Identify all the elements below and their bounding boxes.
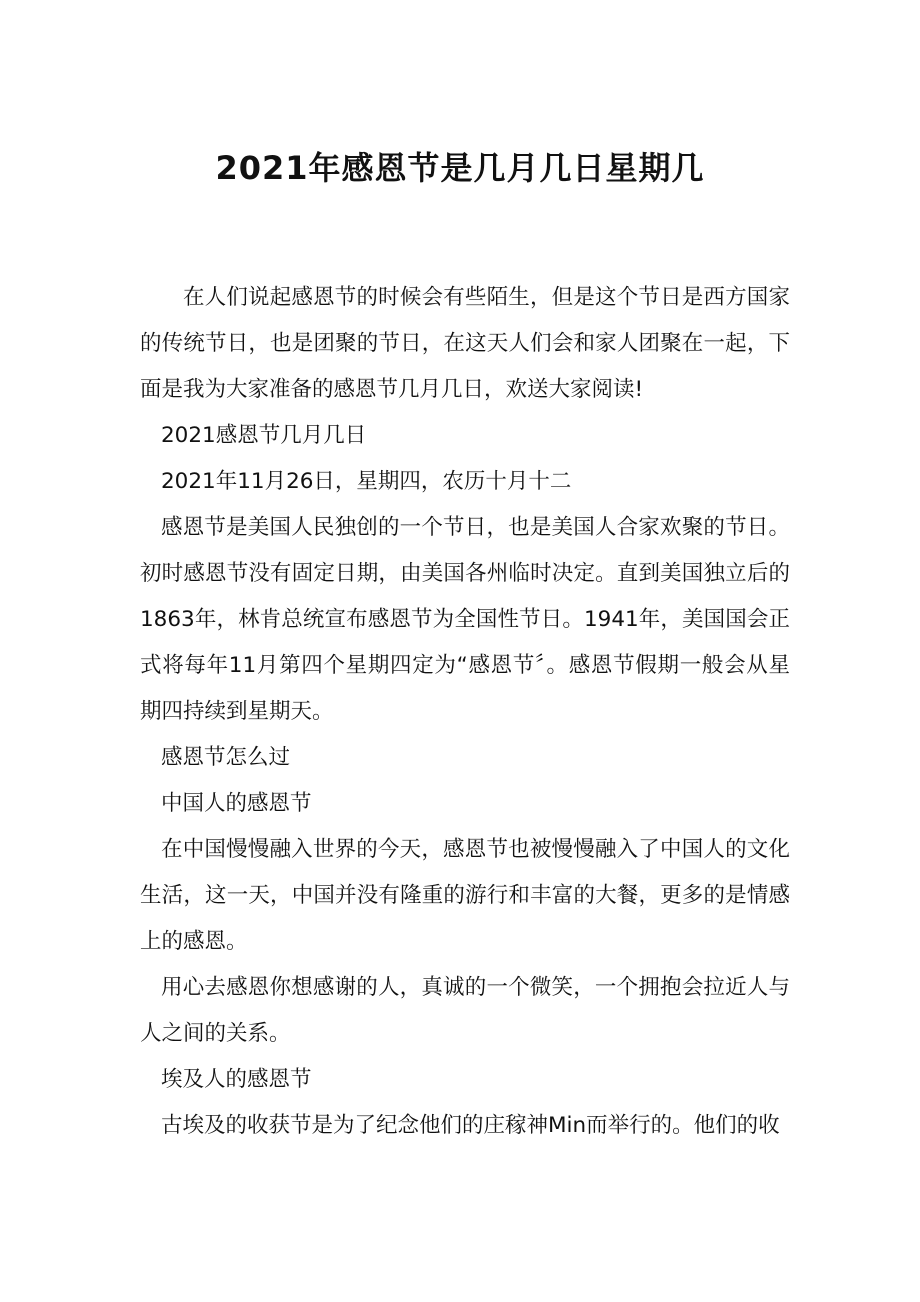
section-heading-date: 2021感恩节几月几日 — [161, 423, 367, 448]
gratitude-paragraph: 用心去感恩你想感谢的人，真诚的一个微笑，一个拥抱会拉近人与人之间的关系。 — [140, 975, 790, 1046]
subheading-china: 中国人的感恩节 — [161, 791, 312, 816]
egypt-paragraph: 古埃及的收获节是为了纪念他们的庄稼神Min而举行的。他们的收 — [161, 1113, 780, 1138]
document-body — [140, 275, 790, 1149]
section-heading-how: 感恩节怎么过 — [161, 745, 291, 770]
intro-paragraph: 在人们说起感恩节的时候会有些陌生，但是这个节日是西方国家的传统节日，也是团聚的节日，在这天人们会和家人团聚在一起，下面是我为大家准备的感恩节几月几日，欢送大家阅读! — [140, 285, 790, 402]
subheading-egypt: 埃及人的感恩节 — [161, 1067, 312, 1092]
history-paragraph: 感恩节是美国人民独创的一个节日，也是美国人合家欢聚的节日。初时感恩节没有固定日期，由美国各州临时决定。直到美国独立后的1863年，林肯总统宣布感恩节为全国性节日。1941年，美国国会正式将每年11月第四个星期四定为“感恩节〞。感恩节假期一般会从星期四持续到星期天。 — [140, 515, 790, 724]
china-paragraph: 在中国慢慢融入世界的今天，感恩节也被慢慢融入了中国人的文化生活，这一天，中国并没有隆重的游行和丰富的大餐，更多的是情感上的感恩。 — [140, 837, 790, 954]
document-title: 2021年感恩节是几月几日星期几 — [215, 149, 705, 187]
date-paragraph: 2021年11月26日，星期四，农历十月十二 — [161, 469, 572, 494]
